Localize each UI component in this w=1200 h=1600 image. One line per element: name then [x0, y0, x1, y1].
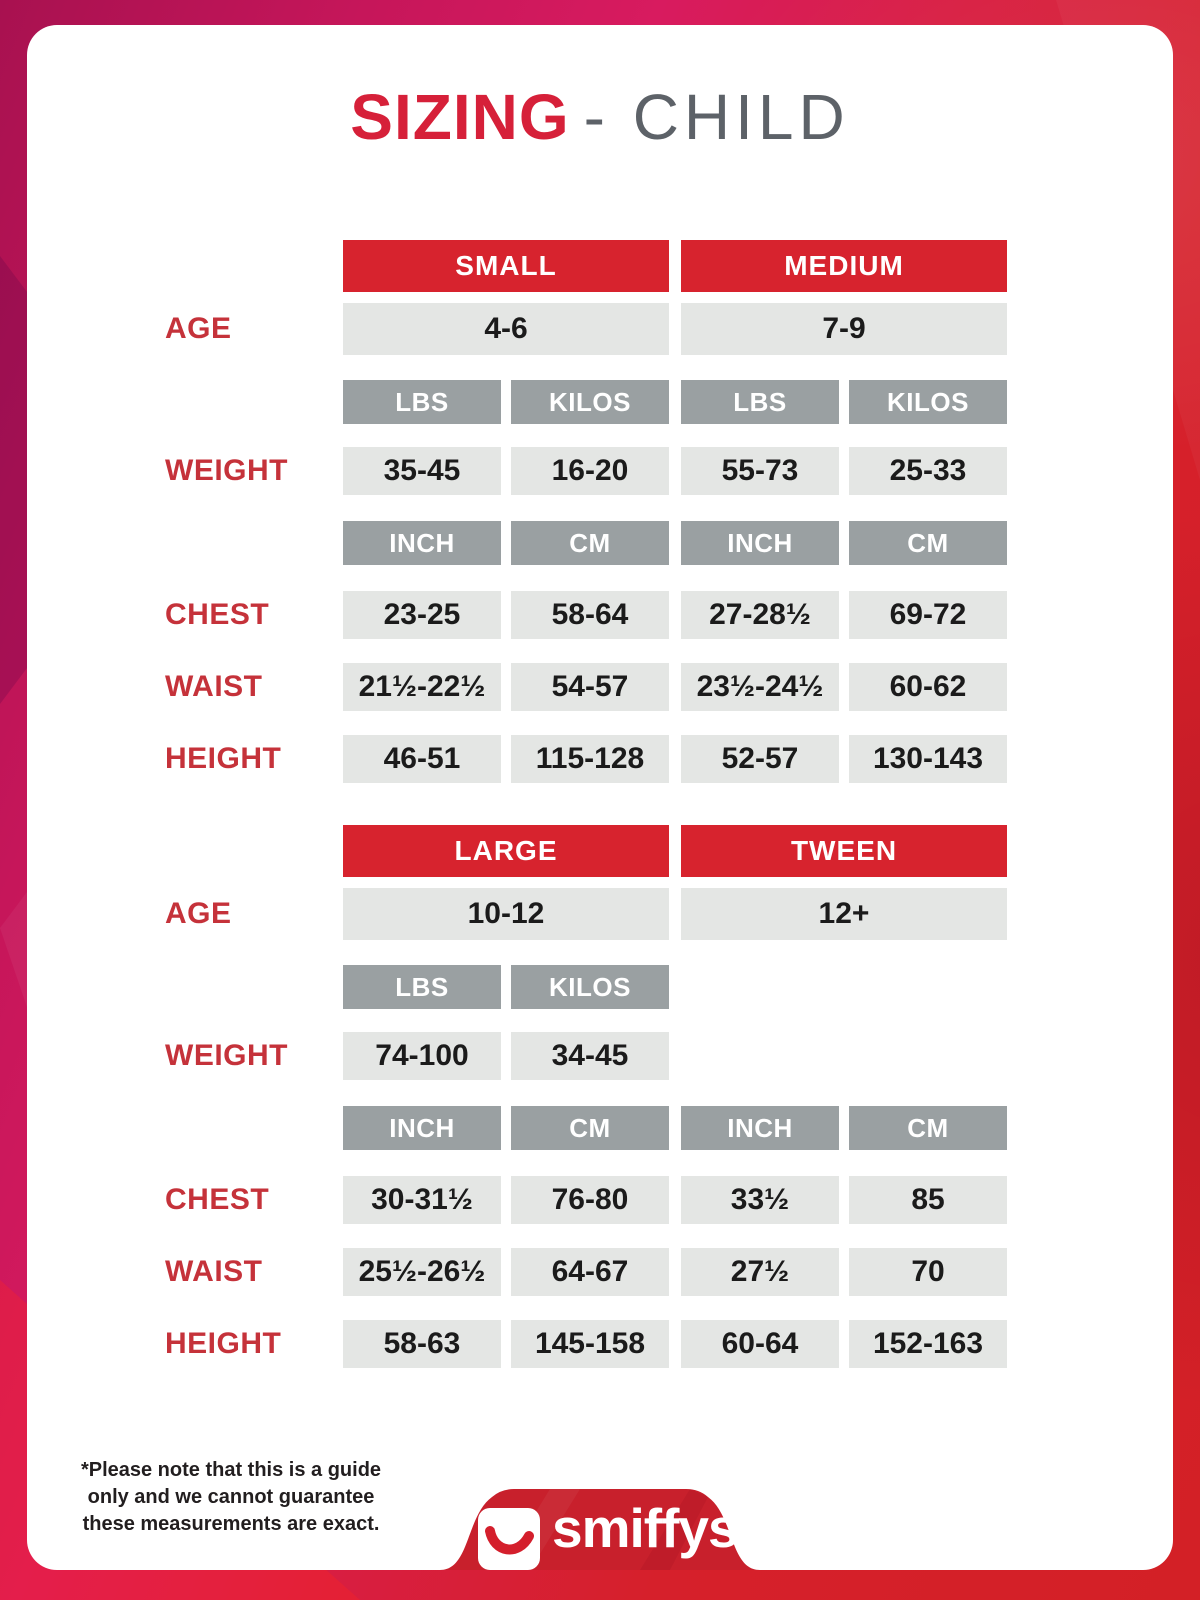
height-label: HEIGHT [165, 742, 282, 775]
age-value: 12+ [681, 888, 1007, 940]
height-value: 46-51 [343, 735, 501, 783]
page-title [27, 80, 1173, 154]
unit-header-inch: INCH [681, 1106, 839, 1150]
brand-tab [440, 1484, 760, 1570]
row-label-spacer [165, 380, 343, 424]
weight-value: 55-73 [681, 447, 839, 495]
measure-units-row [165, 1106, 1173, 1150]
size-header-row [165, 825, 1173, 877]
waist-value: 21½-22½ [343, 663, 501, 711]
unit-header-inch: INCH [343, 521, 501, 565]
age-value: 4-6 [343, 303, 669, 355]
waist-value: 54-57 [511, 663, 669, 711]
sizing-table-small-medium [27, 240, 1173, 783]
brand-name: smiffys [552, 1497, 738, 1559]
sizing-card [27, 25, 1173, 1570]
unit-header-lbs: LBS [343, 965, 501, 1009]
measure-units-row [165, 521, 1173, 565]
trademark-symbol: TM [739, 1498, 759, 1513]
waist-value: 25½-26½ [343, 1248, 501, 1296]
chest-value: 30-31½ [343, 1176, 501, 1224]
age-label: AGE [165, 897, 232, 930]
chest-value: 23-25 [343, 591, 501, 639]
waist-value: 60-62 [849, 663, 1007, 711]
chest-value: 33½ [681, 1176, 839, 1224]
unit-header-kilos: KILOS [511, 965, 669, 1009]
weight-label: WEIGHT [165, 454, 288, 487]
waist-value: 70 [849, 1248, 1007, 1296]
size-header-row [165, 240, 1173, 292]
title-child: - CHILD [583, 81, 850, 153]
row-label-spacer [165, 1106, 343, 1150]
waist-row [165, 663, 1173, 711]
weight-value: 35-45 [343, 447, 501, 495]
smiffys-logo [552, 1496, 759, 1560]
size-header-medium: MEDIUM [681, 240, 1007, 292]
weight-row [165, 447, 1173, 495]
weight-value: 16-20 [511, 447, 669, 495]
waist-row [165, 1248, 1173, 1296]
height-value: 52-57 [681, 735, 839, 783]
unit-header-cm: CM [511, 521, 669, 565]
unit-header-cm: CM [511, 1106, 669, 1150]
unit-header-kilos: KILOS [849, 380, 1007, 424]
chest-label: CHEST [165, 598, 270, 631]
chest-value: 27-28½ [681, 591, 839, 639]
age-label: AGE [165, 312, 232, 345]
height-value: 145-158 [511, 1320, 669, 1368]
weight-units-row [165, 380, 1173, 424]
disclaimer-note: *Please note that this is a guide only and we cannot guarantee these measurements are exact. [80, 1459, 382, 1535]
height-value: 152-163 [849, 1320, 1007, 1368]
chest-value: 58-64 [511, 591, 669, 639]
waist-value: 23½-24½ [681, 663, 839, 711]
height-row [165, 735, 1173, 783]
height-value: 60-64 [681, 1320, 839, 1368]
age-value: 10-12 [343, 888, 669, 940]
unit-header-cm: CM [849, 1106, 1007, 1150]
height-value: 115-128 [511, 735, 669, 783]
weight-units-row [165, 965, 1173, 1009]
smile-icon [478, 1508, 540, 1570]
chest-value: 85 [849, 1176, 1007, 1224]
waist-label: WAIST [165, 670, 263, 703]
unit-header-inch: INCH [343, 1106, 501, 1150]
waist-value: 64-67 [511, 1248, 669, 1296]
weight-value: 25-33 [849, 447, 1007, 495]
row-label-spacer [165, 825, 343, 877]
waist-label: WAIST [165, 1255, 263, 1288]
weight-value: 34-45 [511, 1032, 669, 1080]
age-row [165, 303, 1173, 355]
age-row [165, 888, 1173, 940]
size-header-large: LARGE [343, 825, 669, 877]
row-label-spacer [165, 240, 343, 292]
weight-row [165, 1032, 1173, 1080]
chest-row [165, 1176, 1173, 1224]
unit-header-cm: CM [849, 521, 1007, 565]
height-value: 58-63 [343, 1320, 501, 1368]
chest-value: 76-80 [511, 1176, 669, 1224]
chest-value: 69-72 [849, 591, 1007, 639]
row-label-spacer [165, 965, 343, 1009]
age-value: 7-9 [681, 303, 1007, 355]
weight-label: WEIGHT [165, 1039, 288, 1072]
unit-header-lbs: LBS [681, 380, 839, 424]
chest-row [165, 591, 1173, 639]
unit-header-lbs: LBS [343, 380, 501, 424]
title-sizing: SIZING [350, 81, 570, 153]
unit-header-kilos: KILOS [511, 380, 669, 424]
height-label: HEIGHT [165, 1327, 282, 1360]
waist-value: 27½ [681, 1248, 839, 1296]
height-value: 130-143 [849, 735, 1007, 783]
size-header-tween: TWEEN [681, 825, 1007, 877]
chest-label: CHEST [165, 1183, 270, 1216]
height-row [165, 1320, 1173, 1368]
sizing-table-large-tween [27, 825, 1173, 1368]
size-header-small: SMALL [343, 240, 669, 292]
row-label-spacer [165, 521, 343, 565]
unit-header-inch: INCH [681, 521, 839, 565]
weight-value: 74-100 [343, 1032, 501, 1080]
